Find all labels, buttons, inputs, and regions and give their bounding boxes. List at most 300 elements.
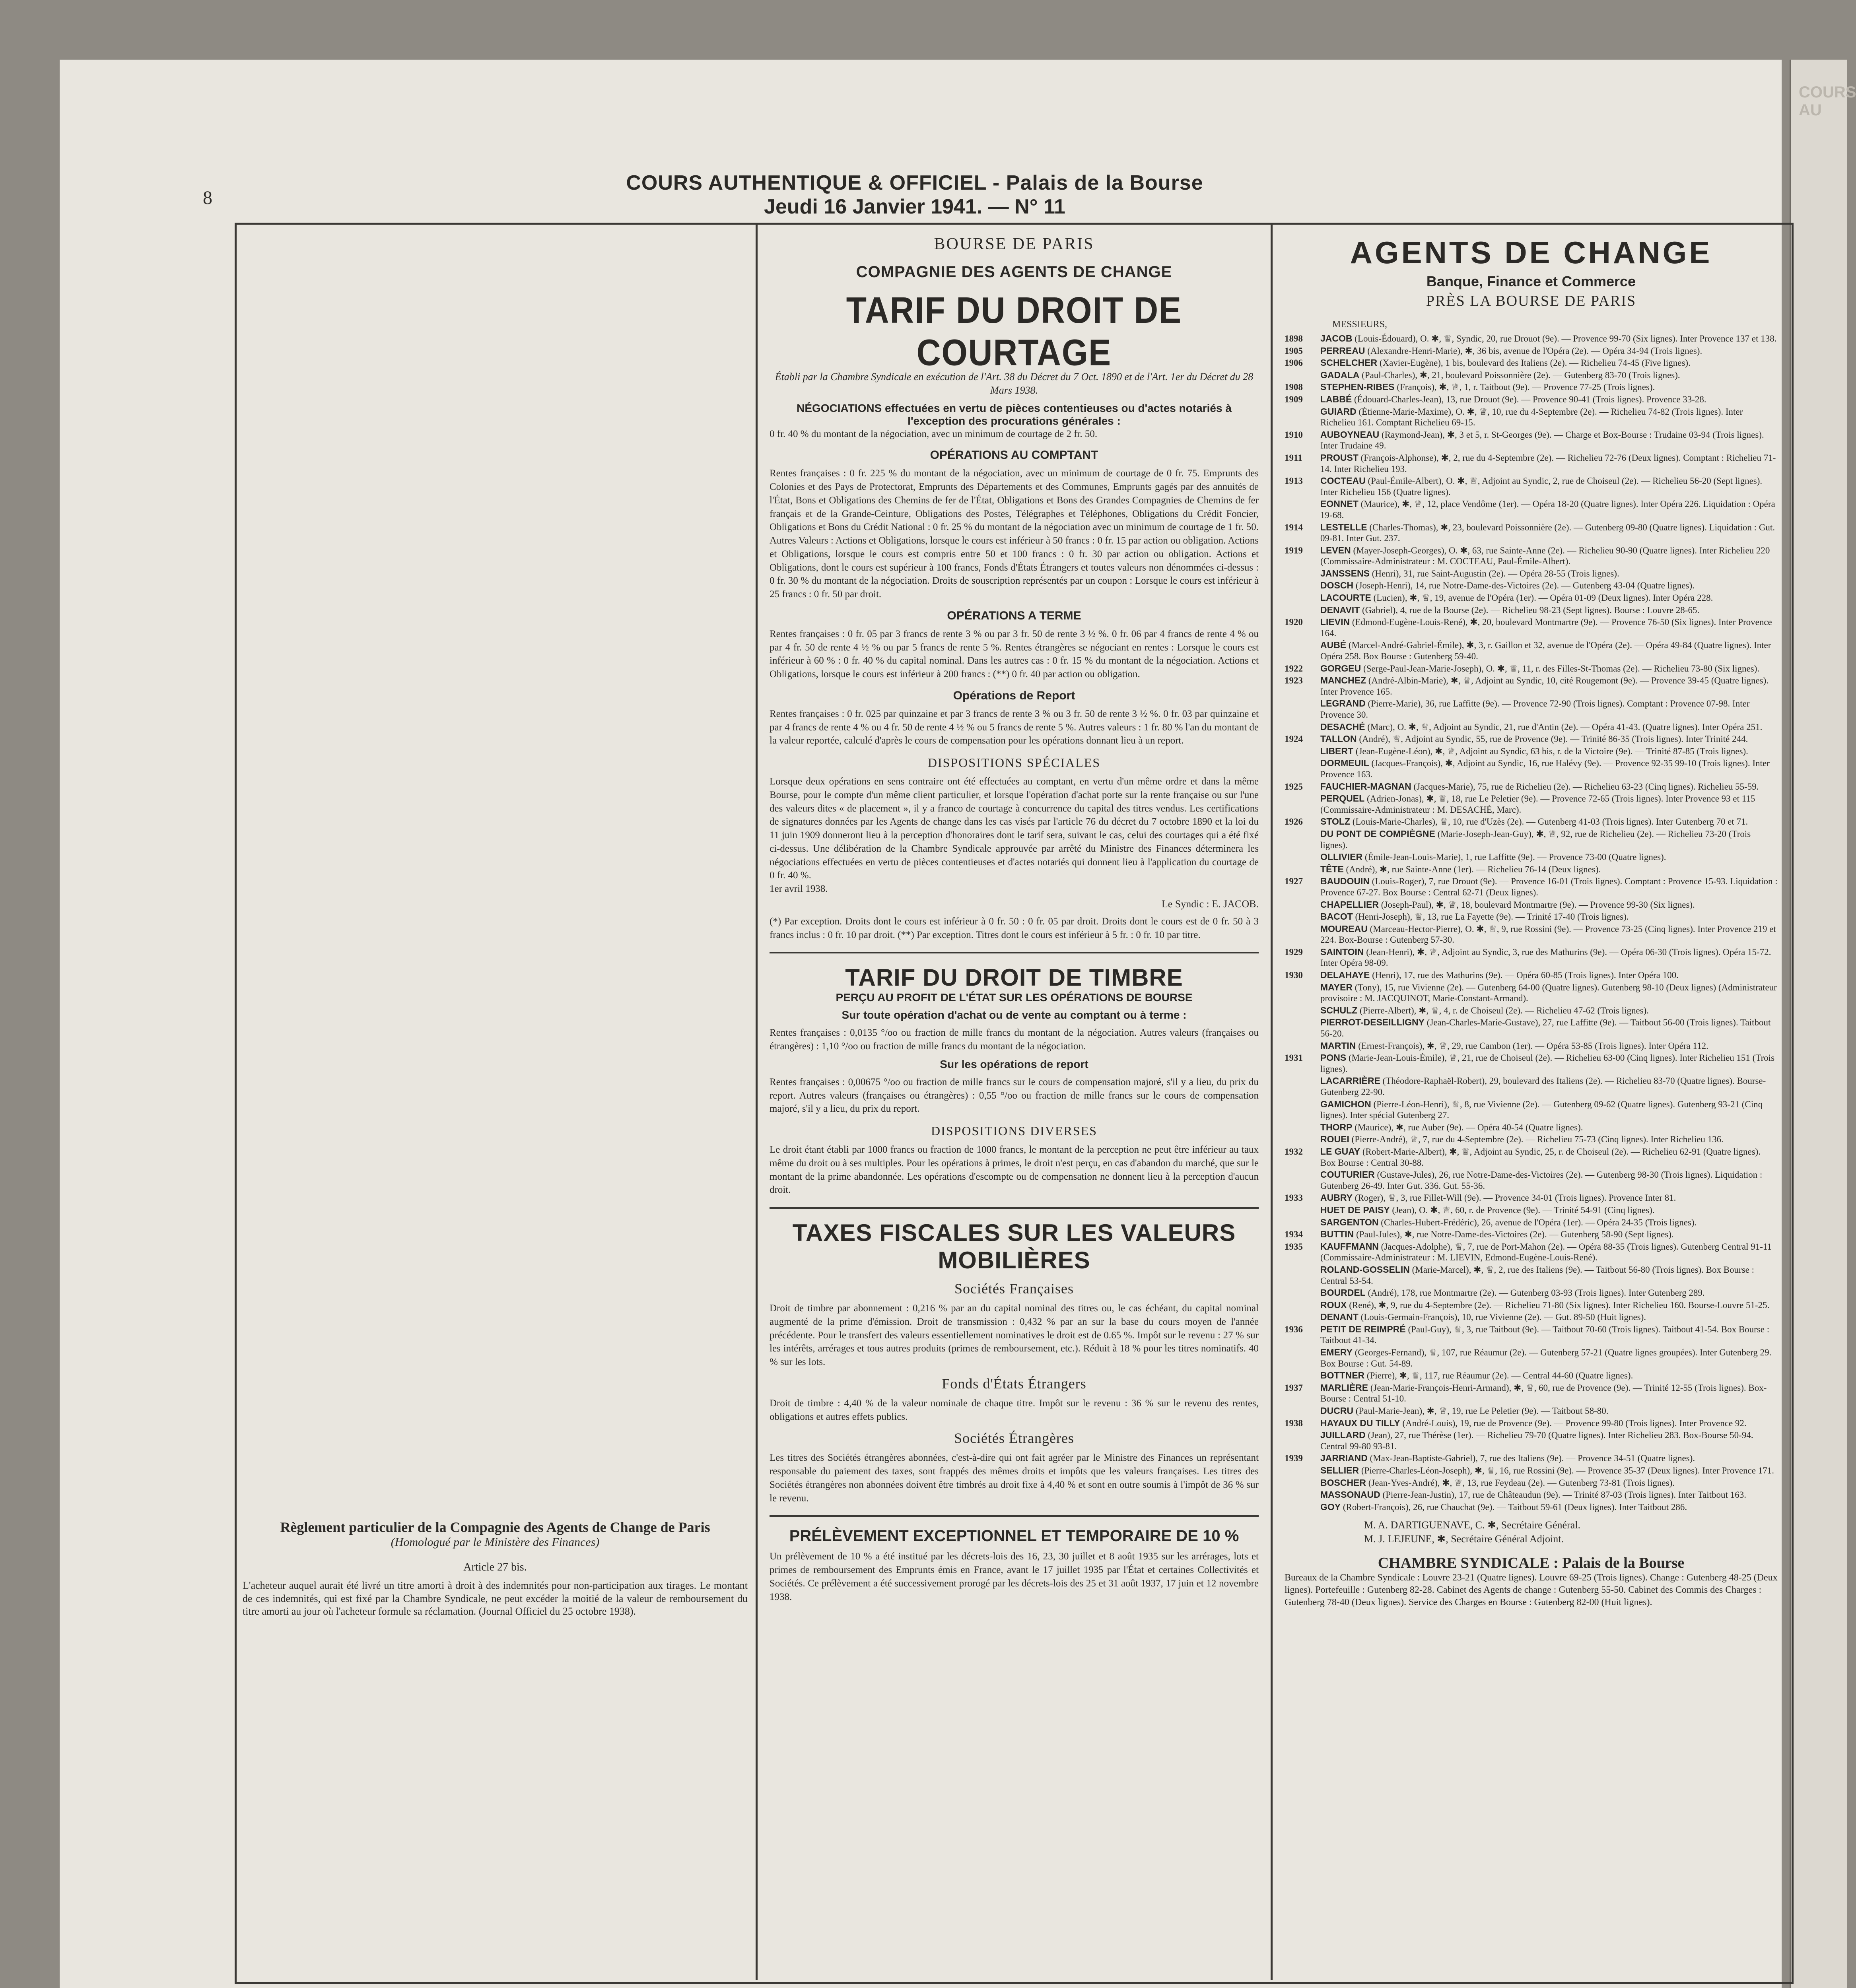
next-page-edge	[1790, 60, 1856, 1988]
agent-year	[1285, 1005, 1320, 1016]
agent-entry	[1320, 605, 1778, 616]
agent-entry	[1320, 1192, 1778, 1204]
agent-detail: (Gustave-Jules), 26, rue Notre-Dame-des-Victoires (2e). — Gutenberg 98-30 (Trois lignes). Liquidation : Gutenberg 26-49. Inter Gut. 336. Gut. 55-36.	[1320, 1170, 1763, 1191]
dispositions-speciales-text: Lorsque deux opérations en sens contraire ont été effectuées au comptant, en vertu d'un même ordre et dans la même Bourse, pour le compte d'un même client particulier, et lorsque l'opération d'achat porte sur la rente française ou sur l'une des valeurs dites « de placement », il y a franco de courtage à concurrence du capital des titres vendus. Les certifications de signatures données par les Agents de change dans les cas visés par l'article 76 du décret du 7 octobre 1890 et la loi du 11 juin 1909 donneront lieu à la perception d'honoraires dont le tarif sera, suivant le cas, celui des courtages qui a été fixé ci-dessus. Une délibération de la Chambre Syndicale approuvée par arrêté du Ministre des Finances déterminera les négociations effectuées en vertu de pièces contentieuses et d'actes notariés qui donnent lieu à l'application du courtage de 0 fr. 40 %.	[770, 776, 1259, 881]
agent-name: LIBERT	[1320, 746, 1354, 756]
agent-year	[1285, 758, 1320, 780]
agent-row	[1285, 1465, 1778, 1476]
agent-detail: (Jean-Eugène-Léon), ✱, ♕, Adjoint au Syndic, 63 bis, r. de la Victoire (9e). — Trinité 87-85 (Trois lignes).	[1355, 746, 1748, 756]
taxes-fiscales-title: TAXES FISCALES SUR LES VALEURS MOBILIÈRES	[792, 1219, 1236, 1274]
terme-heading: OPÉRATIONS A TERME	[947, 609, 1081, 622]
agent-year: 1927	[1285, 876, 1303, 887]
agent-row	[1285, 1146, 1778, 1168]
agent-year	[1285, 1017, 1320, 1039]
agent-detail: (Robert-François), 26, rue Chauchat (9e). — Taitbout 59-61 (Deux lignes). Inter Taitbout 286.	[1343, 1502, 1687, 1512]
agent-name: MANCHEZ	[1320, 675, 1366, 686]
prelevement-title: PRÉLÈVEMENT EXCEPTIONNEL ET TEMPORAIRE DE 10 %	[789, 1527, 1239, 1545]
agent-row	[1285, 1264, 1778, 1286]
column-right	[1273, 223, 1790, 1980]
negociations-heading: NÉGOCIATIONS effectuées en vertu de pièces contentieuses ou d'actes notariés à l'exception des procurations générales :	[797, 402, 1232, 427]
agent-entry	[1320, 1017, 1778, 1039]
agent-entry	[1320, 1370, 1778, 1381]
agent-entry	[1320, 758, 1778, 780]
agent-detail: (Édouard-Charles-Jean), 13, rue Drouot (9e). — Provence 90-41 (Trois lignes). Provence 33-28.	[1354, 394, 1706, 404]
agent-year: 1934	[1285, 1229, 1303, 1240]
agent-entry	[1320, 406, 1778, 428]
societes-francaises-text: Droit de timbre par abonnement : 0,216 % par an du capital nominal des titres ou, le cas échéant, du capital nominal augmenté de la prime d'émission. Droit de transmission : 0,432 % par an sur la base du cours moyen de l'année précédente. Pour le transfert des valeurs essentiellement nominatives le droit est de 0.65 %. Impôt sur le revenu : 27 % sur les intérêts, arrérages et tous autres produits (primes de remboursement, etc.). Réduit à 18 % pour les titres nominatifs. 40 % sur les lots.	[770, 1303, 1259, 1368]
societes-etrangeres-text: Les titres des Sociétés étrangères abonnées, c'est-à-dire qui ont fait agréer par le Ministre des Finances un représentant responsable du paiement des taxes, sont frappés des mêmes droits et impôts que les valeurs françaises. Les titres des Sociétés étrangères non abonnées doivent être timbrés au droit fixe à 4,40 % et sont en outre soumis à l'impôt de 36 % sur le revenu.	[770, 1452, 1259, 1504]
agent-name: SCHELCHER	[1320, 357, 1378, 368]
agent-year: 1919	[1285, 545, 1303, 555]
agent-detail: (Jacques-Adolphe), ♕, 7, rue de Port-Mahon (2e). — Opéra 88-35 (Trois lignes). Gutenberg Central 91-11 (Commissaire-Administrateur : M. LIEVIN, Edmond-Eugène-Louis-René).	[1320, 1241, 1772, 1263]
agent-entry	[1320, 1052, 1778, 1074]
agent-row	[1285, 1502, 1778, 1513]
agent-row	[1285, 899, 1778, 911]
agent-row	[1285, 1477, 1778, 1489]
agent-detail: (Tony), 15, rue Vivienne (2e). — Gutenberg 64-00 (Quatre lignes). Gutenberg 98-10 (Deux lignes) (Administrateur provisoire : M. JACQUINOT, Marie-Constant-Armand).	[1320, 982, 1777, 1004]
agent-entry	[1320, 1264, 1778, 1286]
agent-detail: (Marcel-André-Gabriel-Émile), ✱, 3, r. Gaillon et 32, avenue de l'Opéra (2e). — Opéra 49-84 (Quatre lignes). Inter Opéra 258. Box Bourse : Gutenberg 59-40.	[1320, 640, 1771, 662]
agent-name: MASSONAUD	[1320, 1489, 1380, 1500]
section-rule	[770, 952, 1259, 953]
agent-year	[1285, 924, 1320, 945]
dispositions-diverses-heading: DISPOSITIONS DIVERSES	[931, 1124, 1098, 1138]
agent-row	[1285, 734, 1778, 745]
agent-row	[1285, 476, 1778, 497]
chambre-syndicale-title: CHAMBRE SYNDICALE : Palais de la Bourse	[1378, 1554, 1685, 1571]
agent-entry	[1320, 1076, 1778, 1097]
agent-name: SAINTOIN	[1320, 946, 1364, 957]
agent-detail: (Charles-Hubert-Frédéric), 26, avenue de l'Opéra (1er). — Opéra 24-35 (Trois lignes).	[1381, 1217, 1697, 1227]
agent-name: BUTTIN	[1320, 1229, 1354, 1240]
agent-year	[1285, 1502, 1320, 1513]
agent-row	[1285, 1406, 1778, 1417]
agent-entry	[1320, 499, 1778, 520]
agent-entry	[1320, 698, 1778, 720]
agent-detail: (Jean), 27, rue Thérèse (1er). — Richelieu 79-70 (Quatre lignes). Inter Richelieu 283. Box-Bourse 50-94. Central 99-80 93-81.	[1320, 1430, 1753, 1451]
societes-francaises-heading: Sociétés Françaises	[954, 1281, 1074, 1297]
agent-entry	[1320, 640, 1778, 662]
reglement-subtitle: (Homologué par le Ministère des Finances)	[391, 1536, 600, 1549]
agent-detail: (Théodore-Raphaël-Robert), 29, boulevard des Italiens (2e). — Richelieu 83-70 (Quatre lignes). Bourse-Gutenberg 22-90.	[1320, 1076, 1766, 1097]
agent-name: ROUX	[1320, 1299, 1347, 1310]
agent-entry	[1320, 452, 1778, 474]
agent-detail: (Paul-Émile-Albert), O. ✱, ♕, Adjoint au Syndic, 2, rue de Choiseul (2e). — Richelieu 56-20 (Sept lignes). Inter Richelieu 156 (Quatre lignes).	[1320, 476, 1763, 497]
agent-row	[1285, 1324, 1778, 1346]
secretary-general: M. A. DARTIGUENAVE, C. ✱, Secrétaire Général.	[1364, 1519, 1580, 1531]
timbre-intro: Sur toute opération d'achat ou de vente au comptant ou à terme :	[842, 1009, 1187, 1021]
agent-name: PETIT DE REIMPRÉ	[1320, 1324, 1406, 1334]
agent-name: JANSSENS	[1320, 568, 1370, 579]
agent-year: 1930	[1285, 970, 1303, 980]
agent-row	[1285, 568, 1778, 579]
agent-year: 1926	[1285, 817, 1303, 827]
agent-row	[1285, 346, 1778, 357]
section-rule	[770, 1515, 1259, 1517]
agent-entry	[1320, 1347, 1778, 1369]
agent-detail: (Maurice), ✱, rue Auber (9e). — Opéra 40-54 (Quatre lignes).	[1355, 1122, 1583, 1132]
agent-year	[1285, 370, 1320, 381]
agent-name: TÊTE	[1320, 864, 1344, 874]
agent-name: EONNET	[1320, 499, 1358, 509]
agent-year	[1285, 1217, 1320, 1228]
agent-entry	[1320, 1418, 1778, 1429]
agent-row	[1285, 675, 1778, 697]
agent-entry	[1320, 675, 1778, 697]
agent-detail: (Paul-Charles), ✱, 21, boulevard Poissonnière (2e). — Gutenberg 83-70 (Trois lignes).	[1362, 370, 1680, 380]
column-middle	[758, 223, 1273, 1980]
agent-detail: (Serge-Paul-Jean-Marie-Joseph), O. ✱, ♕, 11, r. des Filles-St-Thomas (2e). — Richelieu 73-80 (Six lignes).	[1363, 663, 1760, 674]
agent-row	[1285, 522, 1778, 544]
agent-row	[1285, 1041, 1778, 1052]
agent-year	[1285, 1076, 1320, 1097]
agent-detail: (André), ♕, Adjoint au Syndic, 55, rue de Provence (9e). — Trinité 86-35 (Trois lignes). Inter Trinité 244.	[1359, 734, 1748, 744]
agent-detail: (Marc), O. ✱, ♕, Adjoint au Syndic, 21, rue d'Antin (2e). — Opéra 41-43. (Quatre lignes). Inter Opéra 251.	[1367, 722, 1763, 732]
agent-name: DESACHÉ	[1320, 721, 1365, 732]
agent-name: GADALA	[1320, 369, 1360, 380]
agent-row	[1285, 1312, 1778, 1323]
agent-detail: (Henri), 31, rue Saint-Augustin (2e). — Opéra 28-55 (Trois lignes).	[1372, 568, 1619, 579]
agent-entry	[1320, 1300, 1778, 1311]
agent-year	[1285, 605, 1320, 616]
agent-detail: (Marie-Joseph-Jean-Guy), ✱, ♕, 92, rue de Richelieu (2e). — Richelieu 73-20 (Trois lignes).	[1320, 829, 1751, 850]
fonds-etrangers-text: Droit de timbre : 4,40 % de la valeur nominale de chaque titre. Impôt sur le revenu : 36 % sur le revenu des rentes, obligations et autres effets publics.	[770, 1398, 1259, 1422]
agent-entry	[1320, 1169, 1778, 1191]
agent-detail: (René), ✱, 9, rue du 4-Septembre (2e). — Richelieu 71-80 (Six lignes). Inter Richelieu 160. Bourse-Louvre 51-25.	[1349, 1300, 1770, 1310]
agent-year	[1285, 1041, 1320, 1052]
agent-year: 1922	[1285, 663, 1303, 674]
agents-title: AGENTS DE CHANGE	[1350, 235, 1712, 270]
terme-text: Rentes françaises : 0 fr. 05 par 3 francs de rente 3 % ou par 3 fr. 50 de rente 3 ½ %. 0 fr. 06 par 4 francs de rente 4 % ou par 4 fr. 50 de rente 4 ½ % ou par 5 francs de rente 5 %. Rentes étrangères se négociant en rentes : Lorsque le cours est inférieur à 60 % : 0 fr. 40 % du capital nominal. Dans les autres cas : 0 fr. 15 % du montant de la négociation. Actions et Obligations, lorsque le cours est inférieur à 200 francs : (**) 0 fr. 40 par action ou obligation.	[770, 628, 1259, 680]
agent-detail: (Jean-Yves-André), ✱, ♕, 13, rue Feydeau (2e). — Gutenberg 73-81 (Trois lignes).	[1368, 1477, 1675, 1488]
agent-year: 1909	[1285, 394, 1303, 404]
agent-year	[1285, 406, 1320, 428]
agent-name: DENAVIT	[1320, 604, 1360, 615]
agent-year	[1285, 1300, 1320, 1311]
agent-year	[1285, 1169, 1320, 1191]
agent-entry	[1320, 545, 1778, 567]
tarif-timbre-title: TARIF DU DROIT DE TIMBRE	[845, 964, 1183, 991]
agent-name: PROUST	[1320, 452, 1358, 463]
agent-row	[1285, 406, 1778, 428]
agent-row	[1285, 452, 1778, 474]
chambre-syndicale-text: Bureaux de la Chambre Syndicale : Louvre 23-21 (Quatre lignes). Louvre 69-25 (Trois lignes). Change : Gutenberg 48-25 (Deux lignes). Portefeuille : Gutenberg 82-28. Cabinet des Agents de change : Gutenberg 55-50. Cabinet des Commis des Charges : Gutenberg 78-40 (Deux lignes). Service des Charges en Bourse : Gutenberg 82-00 (Huit lignes).	[1285, 1572, 1778, 1607]
agent-row	[1285, 1169, 1778, 1191]
agent-row	[1285, 746, 1778, 757]
agent-row	[1285, 970, 1778, 981]
agent-year	[1285, 829, 1320, 850]
agent-name: BOURDEL	[1320, 1287, 1366, 1298]
agent-entry	[1320, 1382, 1778, 1404]
agent-row	[1285, 394, 1778, 405]
agent-detail: (Alexandre-Henri-Marie), ✱, 36 bis, avenue de l'Opéra (2e). — Opéra 34-94 (Trois lignes).	[1367, 346, 1702, 356]
agent-year: 1925	[1285, 781, 1303, 792]
agent-row	[1285, 1192, 1778, 1204]
agent-year	[1285, 568, 1320, 579]
agent-entry	[1320, 1205, 1778, 1216]
agent-year: 1932	[1285, 1146, 1303, 1157]
agents-subtitle: Banque, Finance et Commerce	[1426, 273, 1636, 289]
agent-year	[1285, 499, 1320, 520]
agent-detail: (Marceau-Hector-Pierre), O. ✱, ♕, 9, rue Rossini (9e). — Provence 73-25 (Cinq lignes). Inter Provence 219 et 224. Box-Bourse : Gutenberg 57-30.	[1320, 924, 1776, 945]
agent-entry	[1320, 1099, 1778, 1121]
agent-row	[1285, 852, 1778, 863]
agents-list	[1285, 333, 1778, 1512]
exception-notes: (*) Par exception. Droits dont le cours est inférieur à 0 fr. 50 : 0 fr. 05 par droit. Droits dont le cours est de 0 fr. 50 à 3 francs inclus : 0 fr. 10 par droit. (**) Par exception. Titres dont le cours est inférieur à 5 fr. : 0 fr. 10 par titre.	[770, 916, 1259, 940]
agent-name: SELLIER	[1320, 1465, 1359, 1475]
agent-entry	[1320, 1465, 1778, 1476]
agent-entry	[1320, 911, 1778, 922]
agent-year	[1285, 793, 1320, 815]
agent-entry	[1320, 1489, 1778, 1501]
agent-row	[1285, 592, 1778, 604]
agent-row	[1285, 864, 1778, 875]
secretary-adjoint: M. J. LEJEUNE, ✱, Secrétaire Général Adjoint.	[1364, 1533, 1564, 1545]
agent-row	[1285, 605, 1778, 616]
agent-detail: (Pierre), ✱, ♕, 117, rue Réaumur (2e). — Central 44-60 (Quatre lignes).	[1366, 1371, 1633, 1381]
agent-entry	[1320, 947, 1778, 969]
agent-row	[1285, 663, 1778, 674]
agent-year	[1285, 640, 1320, 662]
agent-detail: (Henri), 17, rue des Mathurins (9e). — Opéra 60-85 (Trois lignes). Inter Opéra 100.	[1372, 970, 1679, 980]
agent-row	[1285, 722, 1778, 733]
agent-entry	[1320, 876, 1778, 898]
agent-year	[1285, 982, 1320, 1004]
agent-name: STEPHEN-RIBES	[1320, 382, 1395, 392]
agent-row	[1285, 333, 1778, 344]
agent-entry	[1320, 568, 1778, 579]
agent-name: SARGENTON	[1320, 1217, 1379, 1227]
agent-name: LE GUAY	[1320, 1146, 1360, 1157]
timbre-text: Rentes françaises : 0,0135 °/oo ou fraction de mille francs du montant de la négociation. Autres valeurs (françaises ou étrangères) : 1,10 °/oo ou fraction de mille francs du montant de la négociation.	[770, 1027, 1259, 1052]
agent-entry	[1320, 852, 1778, 863]
agent-detail: (André-Louis), 19, rue de Provence (9e). — Provence 99-80 (Trois lignes). Inter Provence 92.	[1402, 1418, 1747, 1428]
agent-detail: (Max-Jean-Baptiste-Gabriel), 7, rue des Italiens (9e). — Provence 34-51 (Quatre lignes).	[1370, 1453, 1695, 1464]
agent-name: JACOB	[1320, 333, 1353, 344]
page-header	[557, 171, 1273, 219]
agent-name: LEGRAND	[1320, 698, 1366, 709]
agent-detail: (Gabriel), 4, rue de la Bourse (2e). — Richelieu 98-23 (Sept lignes). Bourse : Louvre 28-65.	[1362, 605, 1700, 615]
agent-name: DU PONT DE COMPIÈGNE	[1320, 828, 1435, 839]
agent-row	[1285, 1005, 1778, 1016]
agent-entry	[1320, 970, 1778, 981]
agent-year	[1285, 746, 1320, 757]
agent-row	[1285, 1287, 1778, 1299]
agent-year	[1285, 592, 1320, 604]
prelevement-text: Un prélèvement de 10 % a été institué par les décrets-lois des 16, 23, 30 juillet et 8 août 1935 sur les arrérages, lots et primes de remboursement des Emprunts émis en France, avant le 17 juillet 1935 par l'État et certaines Collectivités et Sociétés. Ce prélèvement a été successivement prorogé par les décrets-lois des 25 et 31 août 1937, 17 juin et 12 novembre 1938.	[770, 1551, 1259, 1602]
agent-year: 1935	[1285, 1241, 1303, 1252]
article-text: L'acheteur auquel aurait été livré un titre amorti à droit à des indemnités pour non-participation aux tirages. Le montant de ces indemnités, qui est fixé par la Chambre Syndicale, ne peut excéder la moitié de la valeur de remboursement du titre amorti au jour où l'acheteur formule sa réclamation. (Journal Officiel du 25 octobre 1938).	[243, 1580, 748, 1617]
agent-name: BAUDOUIN	[1320, 876, 1370, 887]
agent-row	[1285, 1430, 1778, 1452]
agent-name: THORP	[1320, 1122, 1353, 1132]
agent-year	[1285, 722, 1320, 733]
agent-entry	[1320, 1005, 1778, 1016]
agent-entry	[1320, 663, 1778, 674]
agent-row	[1285, 876, 1778, 898]
agent-detail: (Robert-Marie-Albert), ✱, ♕, Adjoint au Syndic, 25, r. de Choiseul (2e). — Richelieu 62-91 (Quatre lignes). Box Bourse : Central 30-88.	[1320, 1146, 1761, 1168]
tarif-timbre-subtitle: PERÇU AU PROFIT DE L'ÉTAT SUR LES OPÉRATIONS DE BOURSE	[836, 991, 1193, 1004]
agent-row	[1285, 1076, 1778, 1097]
agent-year: 1924	[1285, 734, 1303, 744]
agent-entry	[1320, 592, 1778, 604]
agent-year	[1285, 1430, 1320, 1452]
agent-name: GORGEU	[1320, 663, 1361, 674]
agent-row	[1285, 1370, 1778, 1381]
agent-name: LESTELLE	[1320, 522, 1367, 532]
agent-year	[1285, 1287, 1320, 1299]
agent-row	[1285, 640, 1778, 662]
agent-entry	[1320, 394, 1778, 405]
agent-year	[1285, 698, 1320, 720]
agent-year: 1908	[1285, 382, 1303, 392]
agent-name: AUBÉ	[1320, 640, 1347, 650]
agent-entry	[1320, 829, 1778, 850]
agent-entry	[1320, 816, 1778, 827]
agent-entry	[1320, 370, 1778, 381]
agent-year: 1931	[1285, 1053, 1303, 1063]
comptant-text: Rentes françaises : 0 fr. 225 % du montant de la négociation, avec un minimum de courtage de 0 fr. 75. Emprunts des Colonies et des Pays de Protectorat, Emprunts des Départements et des Communes, Emprunts gagés par des annuités de l'État, Bons et Obligations des Chemins de fer de l'État, Obligations et Bons des Grandes Compagnies de Chemins de fer français et de la Grande-Ceinture, Obligations des Postes, Télégraphes et Téléphones, Obligations du Crédit Foncier, Obligations et Bons du Crédit National : 0 fr. 25 % du montant de la négociation avec un minimum de courtage de 1 fr. 50. Autres Valeurs : Actions et Obligations, lorsque le cours est inférieur à 50 francs : 0 fr. 15 par action ou obligation. Actions et Obligations, lorsque le cours est compris entre 50 et 100 francs : 0 fr. 30 par action ou obligation. Actions et Obligations, dont le cours est supérieur à 100 francs, Fonds d'États Étrangers et toutes valeurs non dénommées ci-dessus : 0 fr. 30 % du montant de la négociation. Droits de souscription représentés par un coupon : Lorsque le cours est inférieur à 25 francs : 0 fr. 50 par droit.	[770, 468, 1259, 600]
agent-row	[1285, 911, 1778, 922]
agent-row	[1285, 499, 1778, 520]
negociations-rate: 0 fr. 40 % du montant de la négociation, avec un minimum de courtage de 2 fr. 50.	[770, 428, 1098, 439]
agent-year	[1285, 1122, 1320, 1133]
agent-year: 1933	[1285, 1193, 1303, 1203]
agent-entry	[1320, 1217, 1778, 1228]
agent-row	[1285, 1418, 1778, 1429]
agent-name: MARTIN	[1320, 1040, 1356, 1051]
agent-name: DUCRU	[1320, 1406, 1354, 1416]
agent-detail: (Pierre-Charles-Léon-Joseph), ✱, ♕, 16, rue Rossini (9e). — Provence 35-37 (Deux lignes). Inter Provence 171.	[1361, 1466, 1774, 1475]
agent-year	[1285, 1406, 1320, 1417]
agent-row	[1285, 1300, 1778, 1311]
agent-detail: (Étienne-Marie-Maxime), O. ✱, ♕, 10, rue du 4-Septembre (2e). — Richelieu 74-82 (Trois lignes). Inter Richelieu 161. Comptant Richelieu 69-15.	[1320, 406, 1743, 428]
agent-year	[1285, 852, 1320, 863]
agent-detail: (Henri-Joseph), ♕, 13, rue La Fayette (9e). — Trinité 17-40 (Trois lignes).	[1355, 912, 1629, 922]
agent-name: LIEVIN	[1320, 617, 1350, 627]
agent-entry	[1320, 1324, 1778, 1346]
agent-name: JARRIAND	[1320, 1453, 1368, 1464]
agent-detail: (François-Alphonse), ✱, 2, rue du 4-Septembre (2e). — Richelieu 72-76 (Deux lignes). Comptant : Richelieu 71-14. Inter Richelieu 193.	[1320, 452, 1776, 474]
agent-name: GUIARD	[1320, 406, 1357, 417]
agent-row	[1285, 947, 1778, 969]
agent-detail: (Pierre-André), ♕, 7, rue du 4-Septembre (2e). — Richelieu 75-73 (Cinq lignes). Inter Richelieu 136.	[1351, 1134, 1724, 1145]
agent-detail: (Charles-Thomas), ✱, 23, boulevard Poissonnière (2e). — Gutenberg 09-80 (Quatre lignes). Liquidation : Gut. 09-81. Inter Gut. 237.	[1320, 522, 1775, 544]
agent-entry	[1320, 1502, 1778, 1513]
report-heading: Opérations de Report	[953, 689, 1075, 702]
agent-name: COCTEAU	[1320, 476, 1366, 486]
agent-name: BOSCHER	[1320, 1477, 1366, 1488]
agent-row	[1285, 1052, 1778, 1074]
agent-year	[1285, 1465, 1320, 1476]
agent-entry	[1320, 1312, 1778, 1323]
agent-entry	[1320, 781, 1778, 792]
agent-detail: (Adrien-Jonas), ✱, ♕, 18, rue Le Peletier (9e). — Provence 72-65 (Trois lignes). Inter Provence 93 et 115 (Commissaire-Administrateur : M. DESACHÉ, Marc).	[1320, 794, 1755, 815]
agent-row	[1285, 1134, 1778, 1145]
column-left	[235, 223, 758, 1980]
agent-year	[1285, 1099, 1320, 1121]
article-heading: Article 27 bis.	[463, 1561, 527, 1573]
agent-year	[1285, 864, 1320, 875]
timbre-report-text: Rentes françaises : 0,00675 °/oo ou fraction de mille francs sur le cours de compensation majoré, s'il y a lieu, du prix du report. Autres valeurs (françaises ou étrangères) : 0,55 °/oo ou fraction de mille francs sur le cours de compensation majoré, s'il y a lieu, du prix du report.	[770, 1076, 1259, 1114]
agent-year	[1285, 899, 1320, 911]
agent-detail: (Louis-Édouard), O. ✱, ♕, Syndic, 20, rue Drouot (9e). — Provence 99-70 (Six lignes). Inter Provence 137 et 138.	[1355, 334, 1777, 344]
agent-row	[1285, 781, 1778, 792]
agent-year: 1920	[1285, 617, 1303, 627]
agent-entry	[1320, 617, 1778, 639]
agent-row	[1285, 829, 1778, 850]
agent-year	[1285, 1370, 1320, 1381]
agent-name: ROUEI	[1320, 1134, 1349, 1145]
agent-year: 1937	[1285, 1382, 1303, 1393]
agent-name: AUBRY	[1320, 1192, 1353, 1203]
agent-detail: (Jean), O. ✱, ♕, 60, r. de Provence (9e). — Trinité 54-91 (Cinq lignes).	[1392, 1205, 1655, 1215]
agent-detail: (Mayer-Joseph-Georges), O. ✱, 63, rue Sainte-Anne (2e). — Richelieu 90-90 (Quatre lignes). Inter Richelieu 220 (Commissaire-Administrateur : M. COCTEAU, Paul-Émile-Albert).	[1320, 545, 1770, 567]
agent-name: FAUCHIER-MAGNAN	[1320, 781, 1411, 792]
agent-entry	[1320, 522, 1778, 544]
agent-row	[1285, 1382, 1778, 1404]
agent-year: 1914	[1285, 522, 1303, 532]
agent-row	[1285, 1099, 1778, 1121]
agent-name: PIERROT-DESEILLIGNY	[1320, 1017, 1425, 1028]
agent-detail: (Marie-Marcel), ✱, ♕, 2, rue des Italiens (9e). — Taitbout 56-80 (Trois lignes). Box Bourse : Central 53-54.	[1320, 1264, 1755, 1286]
agent-entry	[1320, 1041, 1778, 1052]
agent-row	[1285, 1347, 1778, 1369]
agent-detail: (Edmond-Eugène-Louis-René), ✱, 20, boulevard Montmartre (9e). — Provence 76-50 (Six lignes). Inter Provence 164.	[1320, 617, 1772, 638]
agent-detail: (François), ✱, ♕, 1, r. Taitbout (9e). — Provence 77-25 (Trois lignes).	[1397, 382, 1655, 392]
agent-year: 1898	[1285, 334, 1303, 344]
agent-name: ROLAND-GOSSELIN	[1320, 1264, 1410, 1275]
compagnie-heading: COMPAGNIE DES AGENTS DE CHANGE	[856, 263, 1172, 281]
next-page-bleed: COURS AU	[1799, 83, 1856, 119]
agent-entry	[1320, 864, 1778, 875]
agent-name: LEVEN	[1320, 545, 1351, 555]
agent-detail: (Pierre-Albert), ✱, ♕, 4, r. de Choiseul (2e). — Richelieu 47-62 (Trois lignes).	[1360, 1005, 1649, 1015]
agent-detail: (Xavier-Eugène), 1 bis, boulevard des Italiens (2e). — Richelieu 74-45 (Five lignes).	[1379, 358, 1691, 368]
agent-entry	[1320, 1406, 1778, 1417]
agent-year	[1285, 1347, 1320, 1369]
agent-year	[1285, 580, 1320, 591]
agent-detail: (Pierre-Jean-Justin), 17, rue de Châteaudun (9e). — Trinité 87-03 (Trois lignes). Inter Taitbout 163.	[1382, 1490, 1746, 1500]
syndic-signature: Le Syndic : E. JACOB.	[1161, 898, 1259, 910]
agent-row	[1285, 1489, 1778, 1501]
agent-entry	[1320, 793, 1778, 815]
agent-year	[1285, 1264, 1320, 1286]
agent-year: 1939	[1285, 1453, 1303, 1464]
agent-detail: (Joseph-Henri), 14, rue Notre-Dame-des-Victoires (2e). — Gutenberg 43-04 (Quatre lignes).	[1355, 580, 1695, 591]
agent-row	[1285, 1122, 1778, 1133]
agent-year: 1929	[1285, 947, 1303, 957]
agent-row	[1285, 617, 1778, 639]
agent-year	[1285, 1134, 1320, 1145]
agent-detail: (Paul-Marie-Jean), ✱, ♕, 19, rue Le Peletier (9e). — Taitbout 58-80.	[1355, 1406, 1609, 1416]
agent-detail: (Louis-Marie-Charles), ♕, 10, rue d'Uzès (2e). — Gutenberg 41-03 (Trois lignes). Inter Gutenberg 70 et 71.	[1352, 817, 1748, 827]
agent-name: STOLZ	[1320, 816, 1350, 827]
header-date: Jeudi 16 Janvier 1941. — N° 11	[764, 195, 1065, 218]
agent-detail: (Louis-Roger), 7, rue Drouot (9e). — Provence 16-01 (Trois lignes). Comptant : Provence 15-93. Liquidation : Provence 67-27. Box Bourse : Central 62-71 (Deux lignes).	[1320, 876, 1778, 897]
agent-entry	[1320, 1146, 1778, 1168]
agent-detail: (Jean-Marie-François-Henri-Armand), ✱, ♕, 60, rue de Provence (9e). — Trinité 12-55 (Trois lignes). Box-Bourse : Central 51-10.	[1320, 1382, 1767, 1404]
agent-detail: (Pierre-Léon-Henri), ♕, 8, rue Vivienne (2e). — Gutenberg 09-62 (Quatre lignes). Gutenberg 93-21 (Cinq lignes). Inter spécial Gutenberg 27.	[1320, 1099, 1763, 1120]
agent-row	[1285, 357, 1778, 369]
agent-detail: (Lucien), ✱, ♕, 19, avenue de l'Opéra (1er). — Opéra 01-09 (Deux lignes). Inter Opéra 228.	[1373, 593, 1713, 603]
agent-entry	[1320, 1430, 1778, 1452]
agent-year	[1285, 1312, 1320, 1323]
agent-detail: (Joseph-Paul), ✱, ♕, 18, boulevard Montmartre (9e). — Provence 99-30 (Six lignes).	[1381, 899, 1695, 910]
agent-row	[1285, 1017, 1778, 1039]
agent-entry	[1320, 899, 1778, 911]
agent-row	[1285, 382, 1778, 393]
